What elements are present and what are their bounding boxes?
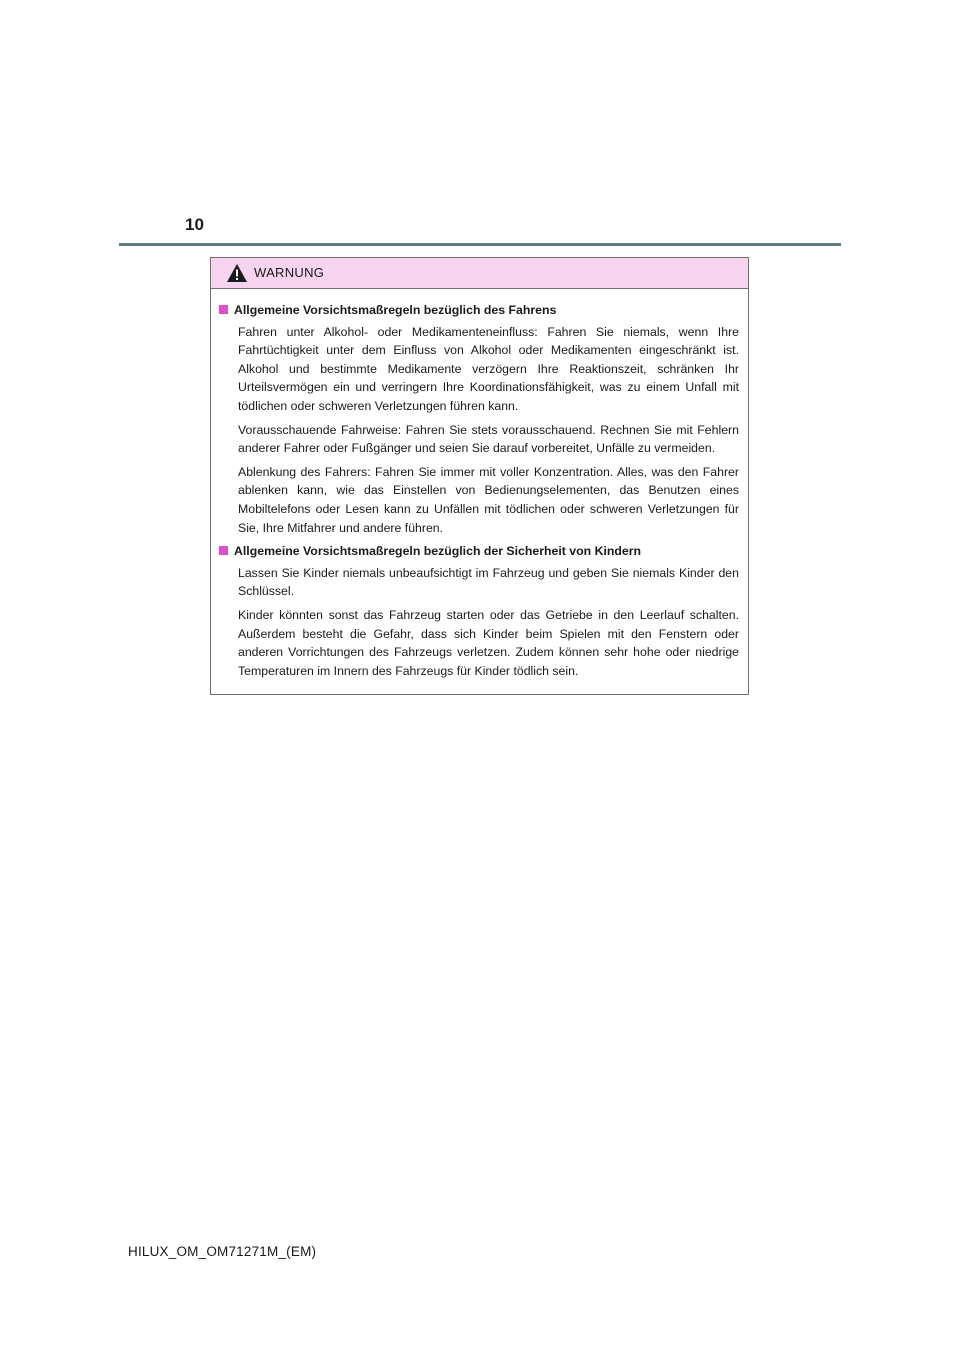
footer-document-code: HILUX_OM_OM71271M_(EM) xyxy=(128,1244,317,1259)
square-bullet-icon xyxy=(219,305,228,314)
warning-box xyxy=(210,257,749,695)
paragraph-children-unattended: Lassen Sie Kinder niemals unbeaufsichtigt im Fahrzeug und geben Sie niemals Kinder den Schlüssel. xyxy=(238,565,739,599)
section-heading-text: Allgemeine Vorsichtsmaßregeln bezüglich der Sicherheit von Kindern xyxy=(234,544,642,559)
paragraph-anticipatory-driving: Vorausschauende Fahrweise: Fahren Sie stets vorausschauend. Rechnen Sie mit Fehlern anderer Fahrer oder Fußgänger und seien Sie darauf vorbereitet, Unfälle zu vermeiden. xyxy=(238,422,739,456)
warning-body xyxy=(211,289,748,680)
paragraph-driver-distraction: Ablenkung des Fahrers: Fahren Sie immer mit voller Konzentration. Alles, was den Fahrer ablenken kann, wie das Einstellen von Bedienungselementen, das Benutzen eines Mobiltelefons oder Lesen kann zu Unfällen mit tödlichen oder schweren Verletzungen für Sie, Ihre Mitfahrer und andere führen. xyxy=(238,464,739,535)
section-heading-text: Allgemeine Vorsichtsmaßregeln bezüglich des Fahrens xyxy=(234,303,557,317)
warning-header xyxy=(211,258,748,289)
paragraph-children-dangers: Kinder könnten sonst das Fahrzeug starten oder das Getriebe in den Leerlauf schalten. Außerdem besteht die Gefahr, dass sich Kinder beim Spielen mit den Fenstern oder anderen Vorrichtungen des Fahrzeugs verletzen. Zudem können sehr hohe oder niedrige Temperaturen im Innern des Fahrzeugs für Kinder tödlich sein. xyxy=(238,607,739,678)
warning-triangle-icon xyxy=(226,263,248,283)
page-number: 10 xyxy=(185,215,204,234)
square-bullet-icon xyxy=(219,546,228,555)
warning-title: WARNUNG xyxy=(254,265,325,280)
section-heading-children xyxy=(219,542,739,561)
section-heading-driving xyxy=(219,301,739,320)
header-rule xyxy=(119,243,841,246)
paragraph-alcohol: Fahren unter Alkohol- oder Medikamenteneinfluss: Fahren Sie niemals, wenn Ihre Fahrtüchtigkeit unter dem Einfluss von Alkohol oder Medikamenten eingeschränkt ist. Alkohol und bestimmte Medikamente verzögern Ihre Reaktionszeit, schränken Ihr Urteilsvermögen ein und verringern Ihre Koordinationsfähigkeit, was zu einem Unfall mit tödlichen oder schweren Verletzungen führen kann. xyxy=(238,324,739,413)
